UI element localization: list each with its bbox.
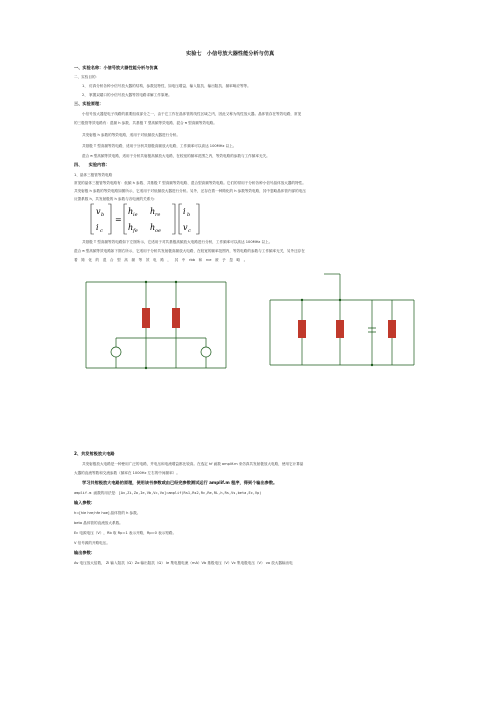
content-line-3: 共发射极 h 参数的等效电路如图所示，它适用于对低频放大器进行分析。另外，还存在着一种简化的 h 参数等效电路，其中忽略晶体管内部的电压 — [74, 189, 306, 193]
param-v: V 信号源的开路电压。 — [74, 541, 110, 545]
matrix-vc: v — [183, 223, 188, 232]
para-4: 共基极 T 型高频等效电路，适用于分析共基极高频放大电路，工作频率可以高达 100MHz 以上。 — [82, 144, 237, 148]
goal-1: 1、 仿真分析各种小信号放大器的结构，参数及特性，如电压增益、输入阻抗、输出阻抗、频率响应等等。 — [82, 84, 251, 88]
content-1-heading: 1、晶体三极管等效电路 — [74, 173, 113, 177]
content-line-4: 反馈系数 h，共发射极的 h 参数与各电流的关系为： — [74, 197, 158, 201]
param-beta: beta 晶体管的直流放大系数。 — [74, 521, 123, 525]
content-line-2: 常见的晶体三极管等效电路有：低频 h 参数、共基极 T 型高频等效电路、混合型高频等效电路。它们的常用于分析各种小信号晶体放大器的特性。 — [74, 181, 306, 185]
matrix-vb-sub: b — [101, 212, 105, 218]
hybrid-pi-circuit — [262, 270, 422, 378]
matrix-hre-sub: re — [155, 212, 161, 218]
output-params-heading: 输出参数： — [74, 550, 95, 555]
ce-usage: amplif.m 函数的用法是：[Av,Zi,Zo,Ie,Vb,Vc,Vo]=amplif(Rs1,Rs2,Rc,Re,RL,h,Rs,Vs,beta,Ec,Vp) — [74, 491, 262, 495]
input-params-heading: 输入参数： — [74, 500, 95, 505]
goal-2: 2、 掌握双端口的小信号放大器等效电路求解工作原理。 — [82, 93, 172, 97]
section-5-heading: 2、共发射极放大电路 — [74, 451, 115, 456]
matrix-ib-sub: b — [187, 212, 191, 218]
matrix-hfe-sub: fe — [133, 228, 138, 234]
matrix-hre: h — [150, 207, 156, 216]
content-line-6: 混合 π 型高频等效电路如下图右所示，它适用于分析共发射极高频放大电路，在较宽的频率范围内，等效电路的参数与工作频率无关，另外还存在 — [74, 249, 305, 253]
matrix-vc-sub: c — [188, 228, 191, 234]
matrix-hoe: h — [150, 223, 156, 232]
section-1-heading: 一、实验名称：小信号放大器性能分析与仿真 — [74, 65, 158, 70]
content-line-5: 共基极 T 型高频等效电路如下左图所示，它适用于对共基极高频放大电路进行分析，工作频率可以高达 100MHz 以上。 — [82, 240, 273, 244]
matrix-ic: i — [96, 223, 99, 232]
matrix-hoe-sub: oe — [155, 228, 161, 234]
param-ec: Ec 电源电压（V），Rb 取 Rp=1 表示开路，Rp=0 表示短路。 — [74, 531, 177, 535]
content-line-7: 着 简 化 的 混 合 型 高 频 等 效 电 路 ， 其 中 rbb 和 rce 被 予 忽 略 。 — [74, 258, 248, 262]
section-3-heading: 三、实验原理： — [74, 101, 104, 106]
common-base-t-circuit — [76, 268, 236, 378]
matrix-hie: h — [128, 207, 134, 216]
ce-line-1: 共发射极放大电路是一种使用广泛的电路，并电压和电流增益都比较高。在选定 hf 函数 amplif.m 来仿真共发射极放大电路，使用它计算晶 — [82, 462, 304, 466]
doc-title: 实验七 小信号放大器性能分析与仿真 — [186, 51, 275, 57]
matrix-hfe: h — [128, 223, 134, 232]
para-5: 混合 π 型高频等效电路，适用于分析共射极高频放大电路，在较宽的频率范围之内，等效电路的参数与工作频率无关。 — [82, 154, 270, 158]
para-3: 共发射极 h 参数的等效电路，适用于对低频放大器进行分析。 — [82, 133, 180, 137]
ce-task: 学习共射极放大电路的原理，使用该书参数或由已经完参数测试运行 amplif.m 程序，得到个输出参数。 — [82, 480, 278, 485]
matrix-ib: i — [183, 207, 186, 216]
para-2: 的三极管等效电路有：混频 h 参数、共基极 T 型高频等效电路、混合 π 型高频等效电路。 — [74, 121, 217, 125]
h-parameter-matrix — [90, 202, 210, 236]
matrix-hie-sub: ie — [133, 212, 138, 218]
para-1: 小信号放大器是电子线路的重要组成部分之一，由于它工作在晶体管的线性区域之内，因此又称为线性放大器。晶体管存在等效电路，常见 — [82, 112, 302, 116]
matrix-ic-sub: c — [100, 228, 103, 234]
ce-line-2: 大器的直流等数和交流参数（频率在 1000Hz 左右的中间频率）。 — [74, 471, 180, 475]
param-h: h=[hie hre;hfe hoe] 晶体管的 h 参数。 — [74, 511, 141, 515]
section-2-heading: 二、实验目的： — [74, 75, 100, 79]
output-params-line: Av 电压放大倍数， Zi 输入阻抗（Ω）Zo 输出阻抗（Ω） Ie 集电极电流（mA）Vb 基极电压（V）Vc 集电极电压（V） vo 放大器输出电 — [74, 561, 293, 565]
section-4-heading: 四、 实验内容： — [74, 162, 110, 167]
matrix-vb: v — [96, 207, 101, 216]
matrix-equals: = — [115, 215, 122, 224]
